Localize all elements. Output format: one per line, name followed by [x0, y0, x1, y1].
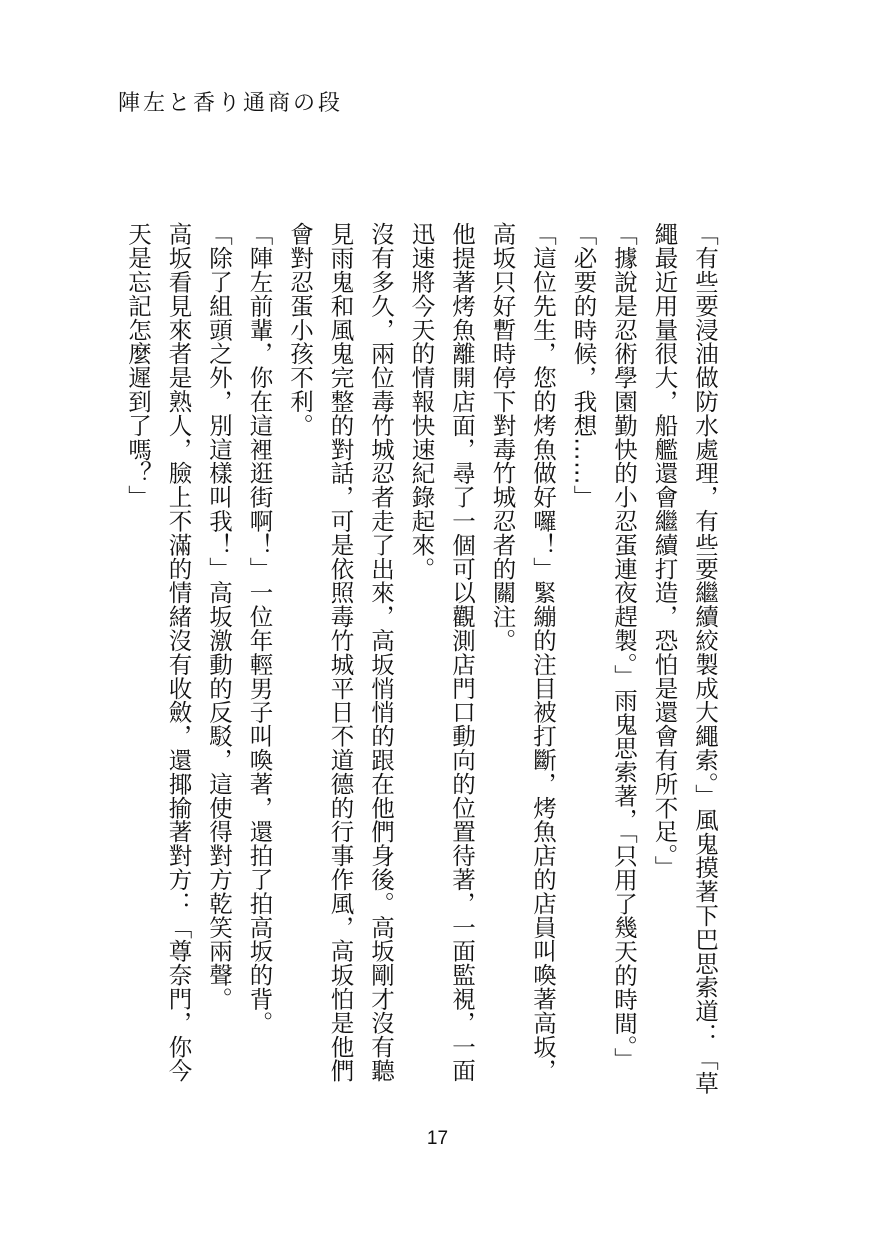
- paragraph: 「據說是忍術學園勤快的小忍蛋連夜趕製。」雨鬼思索著，「只用了幾天的時間。」: [610, 222, 638, 1072]
- paragraph: 「陣左前輩，你在這裡逛街啊！」一位年輕男子叫喚著，還拍了拍高坂的背。: [245, 222, 274, 1035]
- paragraph: 「必要的時候，我想……」: [569, 222, 598, 509]
- body-text: [115, 222, 725, 1102]
- page-number: 17: [426, 1128, 449, 1149]
- paragraph: 「除了組頭之外，別這樣叫我！」高坂激動的反駁，這使得對方乾笑兩聲。: [205, 222, 233, 1011]
- paragraph: 「有些要浸油做防水處理，有些要繼續絞製成大繩索。」風鬼摸著下巴思索道：「草繩最近用量很大，船艦還會繼續打造，恐怕是還會有所不足。」: [650, 222, 719, 1095]
- chapter-title: 陣左と香り通商の段: [118, 91, 344, 116]
- paragraph: 沒有多久，兩位毒竹城忍者走了出來，高坂悄悄的跟在他們身後。高坂剛才沒有聽見雨鬼和風鬼完整的對話，可是依照毒竹城平日不道德的行事作風，高坂怕是他們會對忍蛋小孩不利。: [286, 222, 395, 1083]
- paragraph: 「這位先生，您的烤魚做好囉！」緊繃的注目被打斷，烤魚店的店員叫喚著高坂，高坂只好暫時停下對毒竹城忍者的關注。: [488, 222, 557, 1083]
- paragraph: 他提著烤魚離開店面，尋了一個可以觀測店門口動向的位置待著，一面監視，一面迅速將今天的情報快速紀錄起來。: [407, 222, 476, 1083]
- paragraph: 高坂看見來者是熟人，臉上不滿的情緒沒有收斂，還揶揄著對方：「尊奈門，你今天是忘記怎麼遲到了嗎？」: [124, 222, 193, 1083]
